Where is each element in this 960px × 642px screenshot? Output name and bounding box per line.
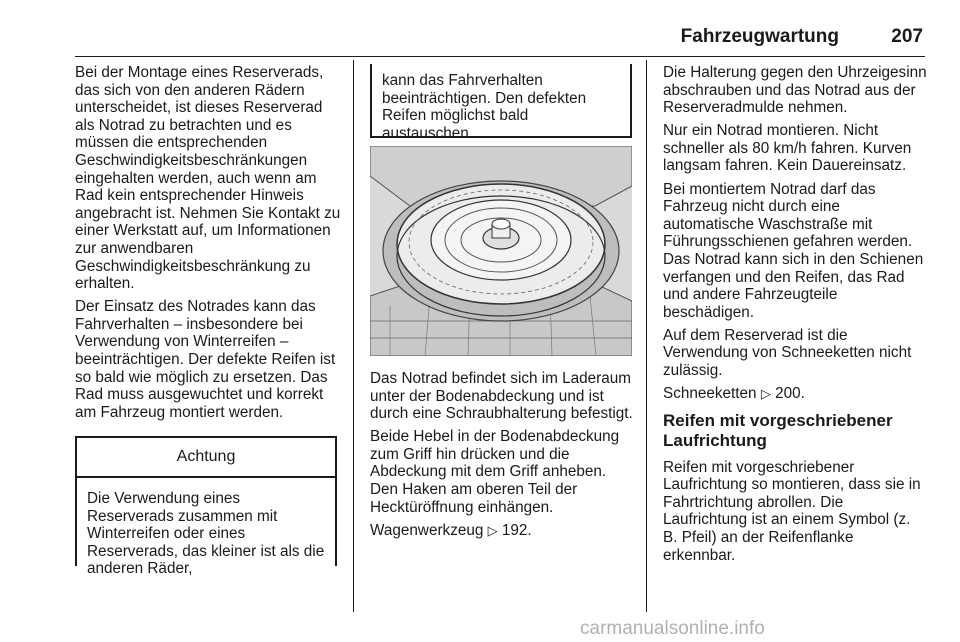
paragraph: Auf dem Reserverad ist die Verwendung von Schneeketten nicht zulässig.	[663, 326, 912, 379]
paragraph: Reifen mit vorgeschriebener Laufrichtung so montieren, dass sie in Fahrtrichtung abrollen. Die Laufrichtung ist an einem Symbol (z. B. Pfeil) an der Reifenflanke erkennbar.	[663, 458, 921, 564]
reference-arrow-icon: ▷	[487, 522, 498, 538]
warning-title: Achtung	[77, 438, 335, 478]
spare-wheel-drawing	[370, 146, 632, 356]
warning-box-continued	[370, 64, 632, 142]
paragraph: Beide Hebel in der Bodenabdeckung zum Griff hin drücken und die Abdeckung mit dem Griff anheben. Den Haken am oberen Teil der Hecktüröffnung einhängen.	[370, 428, 620, 516]
reference-page: 200.	[775, 385, 805, 403]
header-rule	[75, 56, 925, 57]
section-title: Fahrzeugwartung	[680, 26, 839, 47]
warning-body: Die Verwendung eines Reserverads zusammen mit Winterreifen oder eines Reserverads, das kleiner ist als die anderen Räder,	[87, 490, 325, 578]
subsection-heading: Reifen mit vorgeschriebener Laufrichtung	[663, 410, 893, 450]
paragraph: Bei der Montage eines Reserverads, das sich von den anderen Rädern unterscheidet, ist dieses Reserverad als Notrad zu betrachten und es müssen die entsprechenden Geschwindigkeitsbeschränkungen eingehalten werden, auch wenn am Rad kein entsprechender Hinweis angebracht ist. Nehmen Sie Kontakt zu einer Werkstatt auf, um Informationen zur anwendbaren Geschwindigkeitsbeschränkung zu erhalten.	[75, 64, 341, 293]
reference-arrow-icon: ▷	[760, 386, 771, 402]
column-1	[75, 64, 345, 427]
paragraph: Der Einsatz des Notrades kann das Fahrverhalten – insbesondere bei Verwendung von Winterreifen – beeinträchtigen. Der defekte Reifen ist so bald wie möglich zu ersetzen. Das Rad muss ausgewuchtet und korrekt am Fahrzeug montiert werden.	[75, 298, 336, 421]
paragraph: Bei montiertem Notrad darf das Fahrzeug nicht durch eine automatische Waschstraße mit Führungsschienen gefahren werden. Das Notrad kann sich in den Schienen verfangen und den Reifen, das Rad und andere Fahrzeugteile beschädigen.	[663, 180, 924, 321]
reference-text: Wagenwerkzeug	[370, 521, 484, 539]
paragraph	[370, 522, 635, 540]
reference-text: Schneeketten	[663, 385, 757, 403]
page-header	[75, 18, 925, 58]
paragraph	[663, 385, 928, 403]
paragraph: Die Halterung gegen den Uhrzeigesinn abschrauben und das Notrad aus der Reserveradmulde nehmen.	[663, 64, 927, 117]
page-number: 207	[891, 26, 923, 47]
column-2-text	[370, 370, 635, 545]
column-divider-1	[353, 60, 354, 612]
warning-body-continued: kann das Fahrverhalten beeinträchtigen. Den defekten Reifen möglichst bald austauschen.	[382, 72, 587, 142]
warning-box	[75, 436, 337, 578]
column-3	[663, 64, 928, 570]
watermark: carmanualsonline.info	[580, 618, 765, 639]
reference-page: 192.	[501, 521, 532, 539]
paragraph: Das Notrad befindet sich im Laderaum unter der Bodenabdeckung und ist durch eine Schraubhalterung befestigt.	[370, 370, 633, 423]
spare-wheel-illustration	[370, 146, 632, 356]
column-divider-2	[646, 60, 647, 612]
paragraph: Nur ein Notrad montieren. Nicht schneller als 80 km/h fahren. Kurven langsam fahren. Kein Dauereinsatz.	[663, 122, 912, 175]
